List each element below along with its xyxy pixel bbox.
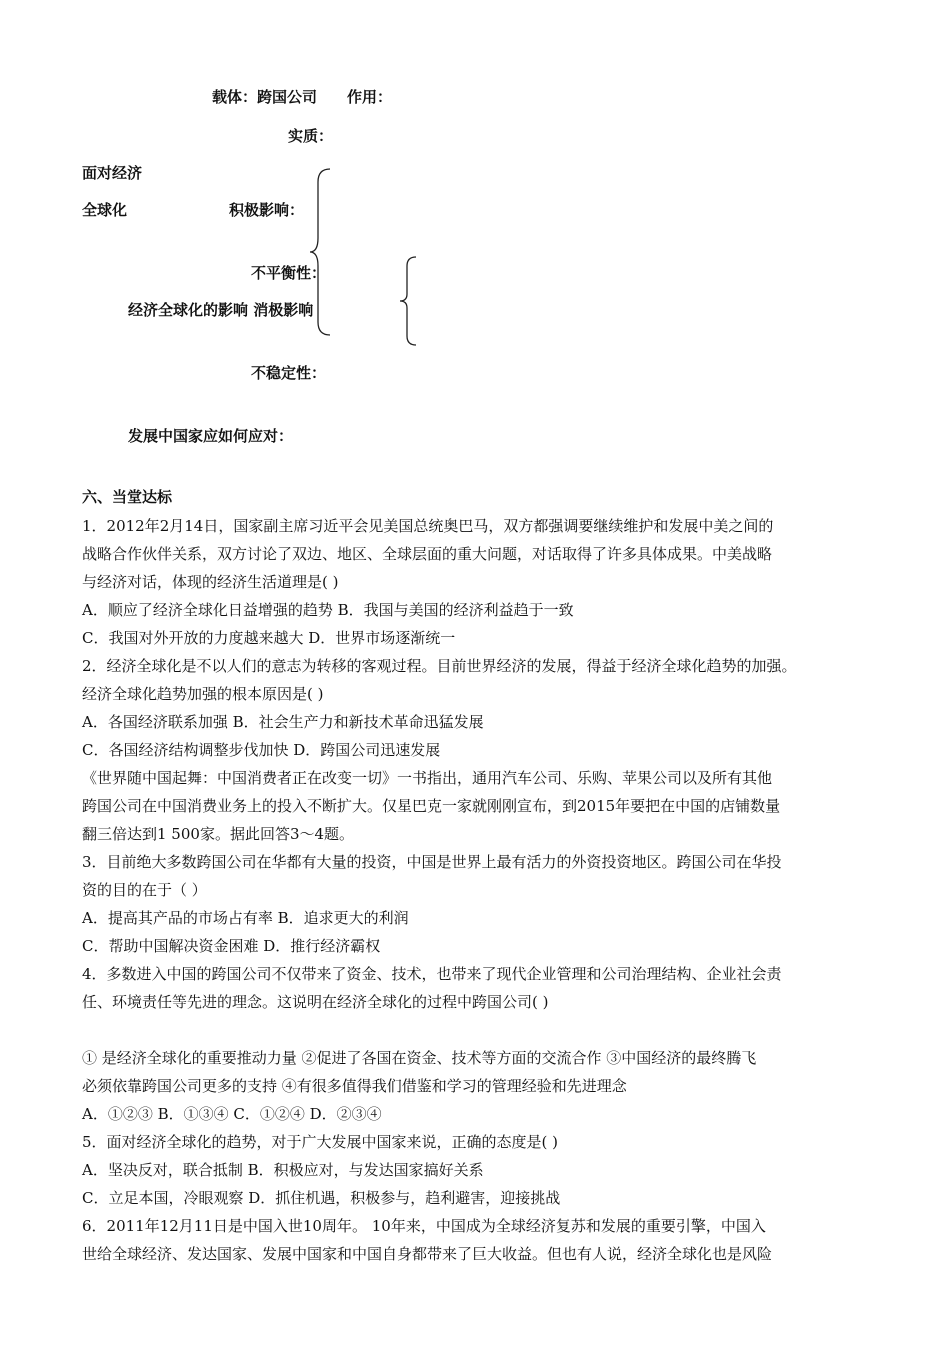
text-line: ① 是经济全球化的重要推动力量 ②促进了各国在资金、技术等方面的交流合作 ③中国经济的最终腾飞 (82, 1049, 757, 1067)
globalization-impact-label: 经济全球化的影响 消极影响 (128, 301, 314, 319)
option-line: A．提高其产品的市场占有率 B．追求更大的利润 (82, 909, 409, 927)
option-line: C．各国经济结构调整步伐加快 D．跨国公司迅速发展 (82, 741, 441, 759)
text-line: 战略合作伙伴关系，双方讨论了双边、地区、全球层面的重大问题，对话取得了许多具体成果。中美战略 (82, 545, 773, 563)
option-line: A．各国经济联系加强 B．社会生产力和新技术革命迅猛发展 (82, 713, 484, 731)
face-globalization-line1: 面对经济 (82, 164, 143, 182)
option-line: C．帮助中国解决资金困难 D．推行经济霸权 (82, 937, 381, 955)
text-line: 3．目前绝大多数跨国公司在华都有大量的投资，中国是世界上最有活力的外资投资地区。跨国公司在华投 (82, 853, 782, 871)
text-line: 跨国公司在中国消费业务上的投入不断扩大。仅星巴克一家就刚刚宣布，到2015年要把在中国的店铺数量 (82, 797, 781, 815)
text-line: 4．多数进入中国的跨国公司不仅带来了资金、技术，也带来了现代企业管理和公司治理结构、企业社会责 (82, 965, 782, 983)
text-line: 资的目的在于（ ） (82, 881, 207, 899)
option-line: A．①②③ B．①③④ C．①②④ D．②③④ (82, 1105, 382, 1123)
imbalance-label: 不平衡性： (251, 264, 327, 282)
text-line: 6．2011年12月11日是中国入世10周年。 10年来，中国成为全球经济复苏和发展的重要引擎，中国入 (82, 1217, 766, 1235)
face-globalization-line2: 全球化 (82, 201, 128, 219)
instability-label: 不稳定性： (251, 364, 327, 382)
brace-left-large (308, 168, 332, 336)
text-line: 世给全球经济、发达国家、发展中国家和中国自身都带来了巨大收益。但也有人说，经济全球化也是风险 (82, 1245, 773, 1263)
option-line: A．顺应了经济全球化日益增强的趋势 B．我国与美国的经济利益趋于一致 (82, 601, 574, 619)
text-line: 任、环境责任等先进的理念。这说明在经济全球化的过程中跨国公司( ) (82, 993, 549, 1011)
text-line: 《世界随中国起舞：中国消费者正在改变一切》一书指出，通用汽车公司、乐购、苹果公司以及所有其他 (82, 769, 773, 787)
role-label: 作用： (347, 88, 393, 106)
text-line: 1．2012年2月14日，国家副主席习近平会见美国总统奥巴马，双方都强调要继续维护和发展中美之间的 (82, 517, 774, 535)
carrier-label: 载体：跨国公司 (212, 88, 318, 106)
text-line: 与经济对话，体现的经济生活道理是( ) (82, 573, 339, 591)
text-line: 必须依靠跨国公司更多的支持 ④有很多值得我们借鉴和学习的管理经验和先进理念 (82, 1077, 627, 1095)
section-title: 六、当堂达标 (82, 488, 173, 506)
option-line: C．我国对外开放的力度越来越大 D．世界市场逐渐统一 (82, 629, 456, 647)
brace-left-small (398, 256, 418, 346)
text-line: 翻三倍达到1 500家。据此回答3～4题。 (82, 825, 355, 843)
option-line: C．立足本国，冷眼观察 D．抓住机遇，积极参与，趋利避害，迎接挑战 (82, 1189, 561, 1207)
response-label: 发展中国家应如何应对： (128, 427, 294, 445)
essence-label: 实质： (288, 127, 334, 145)
text-line: 2．经济全球化是不以人们的意志为转移的客观过程。目前世界经济的发展，得益于经济全球化趋势的加强。 (82, 657, 797, 675)
positive-impact-label: 积极影响： (229, 201, 305, 219)
text-line: 经济全球化趋势加强的根本原因是( ) (82, 685, 324, 703)
option-line: A．坚决反对，联合抵制 B．积极应对，与发达国家搞好关系 (82, 1161, 484, 1179)
text-line: 5．面对经济全球化的趋势，对于广大发展中国家来说，正确的态度是( ) (82, 1133, 559, 1151)
